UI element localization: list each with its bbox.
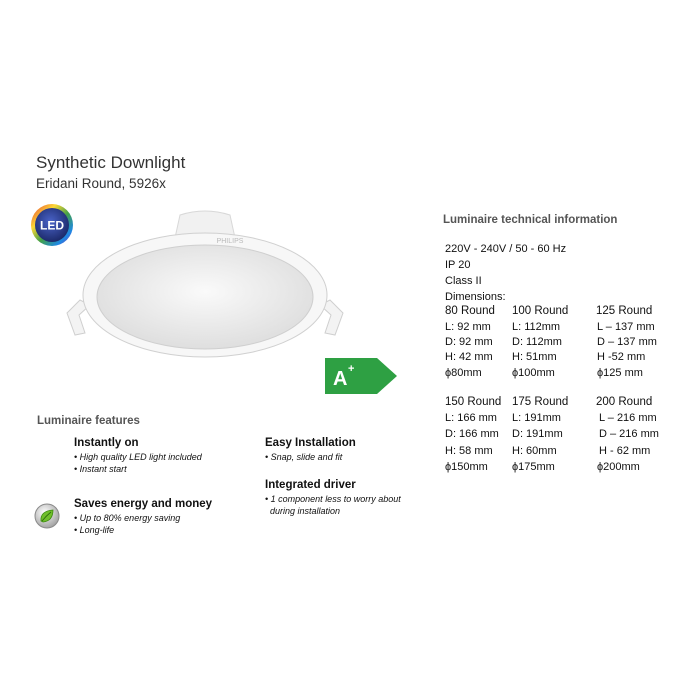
dim-125-diameter: ϕ125 mm: [597, 367, 643, 379]
dimensions-label: Dimensions:: [445, 291, 506, 303]
feature-title: Integrated driver: [265, 479, 356, 491]
feature-bullet: during installation: [265, 505, 341, 516]
feature-saves-energy: [74, 498, 212, 536]
feature-bullet: • High quality LED light included: [74, 452, 202, 462]
page-subtitle: Eridani Round, 5926x: [36, 176, 166, 191]
dim-150-height: H: 58 mm: [445, 445, 493, 457]
dim-80-diameter: ϕ80mm: [445, 367, 482, 379]
tech-heading: Luminaire technical information: [443, 214, 618, 226]
dim-100-length: L: 112mm: [512, 321, 561, 333]
dim-150-name: 150 Round: [445, 396, 502, 408]
feature-bullet: • Instant start: [74, 463, 127, 474]
feature-bullet: • 1 component less to worry about: [265, 494, 401, 504]
dim-100-depth: D: 112mm: [512, 336, 562, 348]
led-badge-text: LED: [40, 218, 64, 233]
dim-125-length: L – 137 mm: [597, 321, 655, 333]
voltage-spec: 220V - 240V / 50 - 60 Hz: [445, 243, 567, 255]
dim-200-depth: D – 216 mm: [599, 428, 659, 440]
downlight-product-image: [55, 205, 355, 365]
dim-80-length: L: 92 mm: [445, 321, 491, 333]
dim-125-height: H -52 mm: [597, 351, 646, 363]
feature-title: Easy Installation: [265, 437, 356, 449]
features-heading: Luminaire features: [37, 415, 140, 427]
energy-class-letter: A: [333, 368, 348, 390]
feature-title: Instantly on: [74, 437, 139, 449]
dim-175-diameter: ϕ175mm: [512, 461, 555, 473]
dim-80-height: H: 42 mm: [445, 351, 493, 363]
feature-easy-installation: [265, 437, 356, 464]
energy-class-plus: +: [348, 363, 355, 375]
feature-title: Saves energy and money: [74, 498, 213, 510]
dim-200-diameter: ϕ200mm: [597, 461, 640, 473]
dim-100-diameter: ϕ100mm: [512, 367, 555, 379]
dim-80-name: 80 Round: [445, 305, 495, 317]
feature-instantly-on: [74, 437, 202, 475]
page-title: Synthetic Downlight: [36, 153, 186, 172]
dim-150-depth: D: 166 mm: [445, 428, 499, 440]
brand-label: PHILIPS: [216, 238, 244, 245]
dim-175-height: H: 60mm: [512, 445, 557, 457]
dim-125-name: 125 Round: [596, 305, 653, 317]
class-spec: Class II: [445, 275, 482, 287]
feature-bullet: • Long-life: [74, 524, 115, 535]
dim-200-height: H - 62 mm: [599, 445, 651, 457]
dim-175-depth: D: 191mm: [512, 428, 563, 440]
dim-175-length: L: 191mm: [512, 412, 561, 424]
dim-150-diameter: ϕ150mm: [445, 461, 488, 473]
dim-200-name: 200 Round: [596, 396, 653, 408]
energy-class-badge: [325, 358, 397, 394]
dim-100-name: 100 Round: [512, 305, 569, 317]
dim-80-depth: D: 92 mm: [445, 336, 493, 348]
dim-100-height: H: 51mm: [512, 351, 557, 363]
feature-bullet: • Snap, slide and fit: [265, 452, 343, 462]
dim-200-length: L – 216 mm: [599, 412, 657, 424]
ip-spec: IP 20: [445, 259, 471, 271]
feature-bullet: • Up to 80% energy saving: [74, 513, 181, 523]
dim-125-depth: D – 137 mm: [597, 336, 657, 348]
leaf-icon: [34, 503, 60, 529]
feature-integrated-driver: [265, 479, 401, 517]
dim-150-length: L: 166 mm: [445, 412, 497, 424]
dim-175-name: 175 Round: [512, 396, 569, 408]
